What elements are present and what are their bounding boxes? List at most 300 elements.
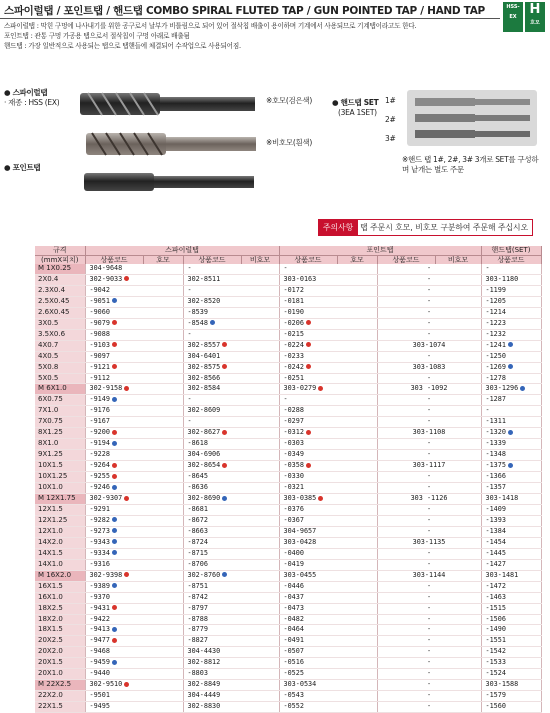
table-row	[35, 450, 541, 461]
spiral-bihomo-code: -	[183, 329, 279, 340]
description	[4, 21, 504, 51]
size-cell: M 12X1.75	[35, 494, 85, 505]
tap-illustrations	[78, 85, 268, 195]
red-dot-icon	[124, 682, 129, 687]
point-bihomo-code: 303-1074	[377, 340, 481, 351]
table-row	[35, 504, 541, 515]
header-spiral-bihomo: 비호모	[241, 255, 279, 264]
spiral-homo-code: -9149	[85, 395, 183, 406]
point-homo-code: -0446	[279, 581, 377, 592]
table-row	[35, 526, 541, 537]
spiral-bihomo-code: -8539	[183, 307, 279, 318]
header-spiral-homo: 호모	[143, 255, 183, 264]
spiral-homo-code: -9264	[85, 461, 183, 472]
point-homo-code: -0215	[279, 329, 377, 340]
homo-badge: H 호모	[525, 2, 545, 32]
spiral-homo-code: -9316	[85, 559, 183, 570]
size-cell: 12X1.5	[35, 504, 85, 515]
point-homo-code: -0312	[279, 428, 377, 439]
red-dot-icon	[318, 386, 323, 391]
header-point-code: 상품코드	[279, 255, 337, 264]
order-notice	[318, 219, 533, 236]
table-row	[35, 570, 541, 581]
size-cell: 18X2.5	[35, 603, 85, 614]
table-row	[35, 428, 541, 439]
point-bihomo-code: -	[377, 614, 481, 625]
spiral-homo-code: -9167	[85, 417, 183, 428]
title-divider	[0, 18, 500, 19]
hand-code: -1427	[481, 559, 541, 570]
hand-tap-set-illustration	[405, 88, 540, 148]
spiral-bihomo-code: -8742	[183, 592, 279, 603]
size-cell: M 22X2.5	[35, 680, 85, 691]
header-spiral-code-2: 상품코드	[183, 255, 241, 264]
table-row	[35, 384, 541, 395]
spiral-bihomo-code: 302-8520	[183, 296, 279, 307]
point-homo-code: -0464	[279, 625, 377, 636]
spiral-homo-code: -9255	[85, 472, 183, 483]
point-homo-code: -	[279, 264, 377, 274]
point-bihomo-code: -	[377, 307, 481, 318]
point-bihomo-code: -	[377, 406, 481, 417]
hand-code: -1311	[481, 417, 541, 428]
spiral-bihomo-code: -	[183, 395, 279, 406]
blue-dot-icon	[112, 528, 117, 533]
hand-code: -1472	[481, 581, 541, 592]
table-row	[35, 406, 541, 417]
size-cell: 18X2.0	[35, 614, 85, 625]
hand-code: -1241	[481, 340, 541, 351]
size-cell: 14X1.5	[35, 548, 85, 559]
spiral-bihomo-code: -8715	[183, 548, 279, 559]
spiral-homo-code: 302-9510	[85, 680, 183, 691]
size-cell: 2.3X0.4	[35, 285, 85, 296]
point-bihomo-code: -	[377, 603, 481, 614]
point-bihomo-code: -	[377, 264, 481, 274]
point-homo-code: -0491	[279, 636, 377, 647]
table-row	[35, 362, 541, 373]
blue-dot-icon	[112, 539, 117, 544]
hand-number-2: 2#	[385, 115, 396, 124]
point-bihomo-code: -	[377, 658, 481, 669]
point-homo-code: -0507	[279, 647, 377, 658]
hand-code: -1278	[481, 373, 541, 384]
size-cell: 8X1.25	[35, 428, 85, 439]
size-cell: 4X0.5	[35, 351, 85, 362]
size-cell: 3.5X0.6	[35, 329, 85, 340]
header-point: 포인트탭	[279, 246, 481, 255]
spiral-bihomo-code: 302-8812	[183, 658, 279, 669]
point-bihomo-code: -	[377, 439, 481, 450]
page-title: 스파이럴탭 / 포인트탭 / 핸드탭 COMBO SPIRAL FLUTED TAP / GUN POINTED TAP / HAND TAP	[4, 5, 485, 17]
table-row	[35, 483, 541, 494]
size-cell: 14X1.0	[35, 559, 85, 570]
table-row	[35, 307, 541, 318]
spiral-bihomo-code: 302-8575	[183, 362, 279, 373]
table-row	[35, 515, 541, 526]
red-dot-icon	[124, 572, 129, 577]
hand-code: -1524	[481, 669, 541, 680]
header-point-bihomo: 비호모	[435, 255, 481, 264]
hss-ex-badge: HSS-EX	[503, 2, 523, 32]
point-homo-code: 304-9657	[279, 526, 377, 537]
table-row	[35, 285, 541, 296]
spiral-bihomo-code: -8706	[183, 559, 279, 570]
spiral-homo-code: -9079	[85, 318, 183, 329]
red-dot-icon	[124, 386, 129, 391]
point-homo-code: -0437	[279, 592, 377, 603]
spiral-homo-code: -9389	[85, 581, 183, 592]
table-row	[35, 559, 541, 570]
red-dot-icon	[112, 605, 117, 610]
point-homo-code: -0552	[279, 702, 377, 713]
point-bihomo-code: 303 -1092	[377, 384, 481, 395]
spiral-homo-code: -9228	[85, 450, 183, 461]
spiral-bihomo-code: -8751	[183, 581, 279, 592]
hand-code: -1320	[481, 428, 541, 439]
point-bihomo-code: -	[377, 548, 481, 559]
spiral-homo-code: -9422	[85, 614, 183, 625]
spiral-bihomo-code: -8681	[183, 504, 279, 515]
spiral-bihomo-code: 304-4449	[183, 691, 279, 702]
hand-code: 303-1588	[481, 680, 541, 691]
point-homo-code: -0473	[279, 603, 377, 614]
blue-dot-icon	[520, 386, 525, 391]
point-homo-code: -0224	[279, 340, 377, 351]
red-dot-icon	[306, 364, 311, 369]
size-cell: 20X2.0	[35, 647, 85, 658]
spiral-bihomo-code: 304-4430	[183, 647, 279, 658]
spiral-bihomo-code: 302-8584	[183, 384, 279, 395]
point-bihomo-code: 303 -1126	[377, 494, 481, 505]
header-hand: 핸드탭(SET)	[481, 246, 541, 255]
hand-code: -1287	[481, 395, 541, 406]
spiral-homo-code: -9246	[85, 483, 183, 494]
point-homo-code: -0181	[279, 296, 377, 307]
hand-code: -1348	[481, 450, 541, 461]
hand-code: -1515	[481, 603, 541, 614]
hand-number-3: 3#	[385, 134, 396, 143]
size-cell: 12X1.0	[35, 526, 85, 537]
point-homo-code: -0330	[279, 472, 377, 483]
blue-dot-icon	[222, 572, 227, 577]
point-bihomo-code: -	[377, 581, 481, 592]
table-row	[35, 318, 541, 329]
point-bihomo-code: -	[377, 559, 481, 570]
tap-code-table	[35, 246, 542, 713]
red-dot-icon	[306, 342, 311, 347]
hand-code: -1339	[481, 439, 541, 450]
table-row	[35, 625, 541, 636]
table-row	[35, 636, 541, 647]
hand-code: -1205	[481, 296, 541, 307]
spiral-bihomo-code: 302-8830	[183, 702, 279, 713]
point-tap-label: ● 포인트탭	[4, 163, 41, 172]
spiral-homo-code: -9112	[85, 373, 183, 384]
blue-dot-icon	[508, 430, 513, 435]
point-homo-code: 303-0279	[279, 384, 377, 395]
size-cell: 9X1.25	[35, 450, 85, 461]
red-dot-icon	[112, 474, 117, 479]
hand-code: -1490	[481, 625, 541, 636]
point-bihomo-code: -	[377, 373, 481, 384]
red-dot-icon	[112, 430, 117, 435]
spiral-bihomo-code: 302-8849	[183, 680, 279, 691]
spiral-homo-code: -9495	[85, 702, 183, 713]
blue-dot-icon	[112, 397, 117, 402]
table-row	[35, 669, 541, 680]
point-homo-code: -0543	[279, 691, 377, 702]
point-bihomo-code: -	[377, 504, 481, 515]
spiral-homo-code: -9477	[85, 636, 183, 647]
red-dot-icon	[112, 463, 117, 468]
spiral-bihomo-code: -8788	[183, 614, 279, 625]
point-bihomo-code: 303-1117	[377, 461, 481, 472]
hand-code: -	[481, 264, 541, 274]
point-homo-code: -	[279, 395, 377, 406]
point-bihomo-code: 303-1144	[377, 570, 481, 581]
red-dot-icon	[222, 364, 227, 369]
hand-code: 303-1180	[481, 274, 541, 285]
spiral-homo-code: -9291	[85, 504, 183, 515]
point-homo-code: -0400	[279, 548, 377, 559]
point-bihomo-code: -	[377, 296, 481, 307]
point-bihomo-code: -	[377, 515, 481, 526]
red-dot-icon	[112, 638, 117, 643]
point-bihomo-code: -	[377, 691, 481, 702]
blue-dot-icon	[112, 550, 117, 555]
spiral-bihomo-code: 304-6906	[183, 450, 279, 461]
spiral-homo-code: 302-9033	[85, 274, 183, 285]
table-row	[35, 461, 541, 472]
spiral-homo-code: -9282	[85, 515, 183, 526]
size-cell: 14X2.0	[35, 537, 85, 548]
point-homo-code: -0242	[279, 362, 377, 373]
size-cell: 2.5X0.45	[35, 296, 85, 307]
spiral-homo-code: 302-9398	[85, 570, 183, 581]
red-dot-icon	[306, 430, 311, 435]
spiral-homo-code: -9413	[85, 625, 183, 636]
table-row	[35, 439, 541, 450]
spiral-homo-code: -9194	[85, 439, 183, 450]
hand-code: 303-1481	[481, 570, 541, 581]
red-dot-icon	[112, 364, 117, 369]
size-cell: 18X1.5	[35, 625, 85, 636]
hand-code: -1232	[481, 329, 541, 340]
point-homo-code: -0251	[279, 373, 377, 384]
spiral-bihomo-code: -8672	[183, 515, 279, 526]
point-homo-code: 303-0163	[279, 274, 377, 285]
hand-code: -1454	[481, 537, 541, 548]
point-homo-code: -0172	[279, 285, 377, 296]
table-row	[35, 395, 541, 406]
notice-message: 탭 주문시 호모, 비호모 구분하여 주문해 주십시오	[355, 219, 533, 236]
spiral-homo-code: -9440	[85, 669, 183, 680]
bihomo-note: ※비호모(흰색)	[266, 138, 312, 147]
hand-code: 303-1418	[481, 494, 541, 505]
spiral-tap-label: ● 스파이럴탭	[4, 88, 48, 97]
spiral-bihomo-code: -8663	[183, 526, 279, 537]
table-row	[35, 680, 541, 691]
table-row	[35, 264, 541, 274]
header-hand-code: 상품코드	[481, 255, 541, 264]
size-cell: 22X2.0	[35, 691, 85, 702]
hand-tap-sub: (3EA 1SET)	[338, 108, 377, 117]
size-cell: 7X1.0	[35, 406, 85, 417]
hand-code: -1223	[481, 318, 541, 329]
size-cell: 10X1.5	[35, 461, 85, 472]
header-spiral: 스파이럴탭	[85, 246, 279, 255]
spiral-homo-code: -9176	[85, 406, 183, 417]
spiral-homo-code: -9370	[85, 592, 183, 603]
blue-dot-icon	[112, 485, 117, 490]
hand-code: -1393	[481, 515, 541, 526]
spiral-bihomo-code: 302-8627	[183, 428, 279, 439]
point-homo-code: 303-0455	[279, 570, 377, 581]
point-homo-code: -0233	[279, 351, 377, 362]
point-bihomo-code: -	[377, 483, 481, 494]
hand-number-1: 1#	[385, 96, 396, 105]
hand-code: -1506	[481, 614, 541, 625]
table-row	[35, 658, 541, 669]
homo-note: ※호모(검은색)	[266, 96, 312, 105]
spiral-bihomo-code: -8618	[183, 439, 279, 450]
hand-code: -1533	[481, 658, 541, 669]
hand-code: -1445	[481, 548, 541, 559]
hand-code: -1409	[481, 504, 541, 515]
blue-dot-icon	[112, 298, 117, 303]
point-bihomo-code: -	[377, 625, 481, 636]
table-row	[35, 340, 541, 351]
hand-set-note: ※핸드 탭 1#, 2#, 3# 3개로 SET를 구성하며 낱개는 별도 주문	[402, 155, 539, 174]
spiral-homo-code: -9042	[85, 285, 183, 296]
spiral-bihomo-code: 304-6401	[183, 351, 279, 362]
size-cell: M 1X0.25	[35, 264, 85, 274]
table-row	[35, 548, 541, 559]
spiral-homo-code: -9334	[85, 548, 183, 559]
spiral-bihomo-code: -8636	[183, 483, 279, 494]
table-row	[35, 614, 541, 625]
size-cell: 5X0.8	[35, 362, 85, 373]
table-row	[35, 296, 541, 307]
spiral-bihomo-code: 302-8566	[183, 373, 279, 384]
point-tap	[84, 173, 254, 191]
point-homo-code: -0358	[279, 461, 377, 472]
point-bihomo-code: -	[377, 669, 481, 680]
spiral-homo-code: -9273	[85, 526, 183, 537]
size-cell: 6X0.75	[35, 395, 85, 406]
blue-dot-icon	[112, 627, 117, 632]
red-dot-icon	[124, 276, 129, 281]
blue-dot-icon	[112, 660, 117, 665]
point-bihomo-code: -	[377, 526, 481, 537]
table-row	[35, 417, 541, 428]
hand-code: -	[481, 406, 541, 417]
table-row	[35, 592, 541, 603]
size-cell: 2.6X0.45	[35, 307, 85, 318]
spiral-material: · 재종 : HSS (EX)	[4, 98, 60, 107]
point-bihomo-code: -	[377, 680, 481, 691]
size-cell: 5X0.5	[35, 373, 85, 384]
table-row	[35, 702, 541, 713]
spiral-tap-homo	[80, 93, 255, 115]
point-bihomo-code: 303-1083	[377, 362, 481, 373]
size-cell: 20X2.5	[35, 636, 85, 647]
table-body	[35, 264, 541, 713]
point-homo-code: 303-0534	[279, 680, 377, 691]
point-bihomo-code: -	[377, 285, 481, 296]
point-bihomo-code: -	[377, 329, 481, 340]
spiral-bihomo-code: -8548	[183, 318, 279, 329]
point-homo-code: -0297	[279, 417, 377, 428]
red-dot-icon	[112, 320, 117, 325]
size-cell: 10X1.0	[35, 483, 85, 494]
table-row	[35, 691, 541, 702]
spiral-bihomo-code: -8827	[183, 636, 279, 647]
spiral-homo-code: -9097	[85, 351, 183, 362]
point-bihomo-code: 303-1135	[377, 537, 481, 548]
spiral-bihomo-code: 302-8557	[183, 340, 279, 351]
spiral-homo-code: -9121	[85, 362, 183, 373]
blue-dot-icon	[508, 342, 513, 347]
blue-dot-icon	[222, 496, 227, 501]
hand-tap-label: ● 핸드탭 SET	[332, 98, 379, 107]
table-row	[35, 351, 541, 362]
header-point-homo: 호모	[337, 255, 377, 264]
size-cell: M 16X2.0	[35, 570, 85, 581]
point-bihomo-code: -	[377, 647, 481, 658]
spiral-tap-bihomo	[86, 133, 256, 155]
table-row	[35, 494, 541, 505]
header-spiral-code: 상품코드	[85, 255, 143, 264]
spiral-homo-code: -9501	[85, 691, 183, 702]
size-cell: 12X1.25	[35, 515, 85, 526]
point-homo-code: 303-0428	[279, 537, 377, 548]
hand-code: -1357	[481, 483, 541, 494]
size-cell: 8X1.0	[35, 439, 85, 450]
spiral-homo-code: -9051	[85, 296, 183, 307]
spiral-bihomo-code: -8797	[183, 603, 279, 614]
hand-code: -1199	[481, 285, 541, 296]
spiral-homo-code: -9088	[85, 329, 183, 340]
blue-dot-icon	[508, 463, 513, 468]
point-homo-code: -0190	[279, 307, 377, 318]
size-cell: 16X1.0	[35, 592, 85, 603]
red-dot-icon	[222, 430, 227, 435]
blue-dot-icon	[210, 320, 215, 325]
point-homo-code: -0303	[279, 439, 377, 450]
spiral-homo-code: -9459	[85, 658, 183, 669]
size-cell: M 6X1.0	[35, 384, 85, 395]
table-row	[35, 373, 541, 384]
spiral-bihomo-code: -	[183, 285, 279, 296]
hand-code: -1250	[481, 351, 541, 362]
point-bihomo-code: -	[377, 395, 481, 406]
point-bihomo-code: -	[377, 636, 481, 647]
spiral-homo-code: -9103	[85, 340, 183, 351]
red-dot-icon	[124, 496, 129, 501]
spiral-homo-code: 304-9648	[85, 264, 183, 274]
point-homo-code: 303-0385	[279, 494, 377, 505]
size-cell: 2X0.4	[35, 274, 85, 285]
size-cell: 10X1.25	[35, 472, 85, 483]
hand-code: -1366	[481, 472, 541, 483]
red-dot-icon	[222, 463, 227, 468]
hand-code: -1384	[481, 526, 541, 537]
hand-code: 303-1296	[481, 384, 541, 395]
spiral-homo-code: 302-9307	[85, 494, 183, 505]
size-cell: 20X1.0	[35, 669, 85, 680]
